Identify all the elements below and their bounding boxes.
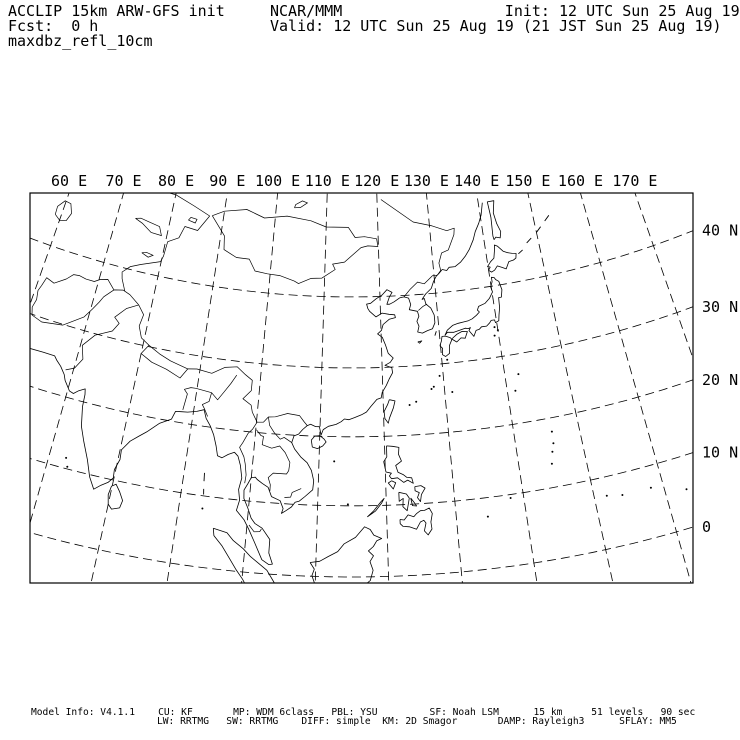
lon-axis-label: 170 E xyxy=(612,172,658,190)
lat-axis-label: 30 N xyxy=(702,297,739,316)
lon-axis-label: 90 E xyxy=(209,172,246,190)
lon-axis-label: 110 E xyxy=(304,172,350,190)
island-dot xyxy=(433,386,435,388)
lon-axis-label: 60 E xyxy=(51,172,88,190)
small-island-segment xyxy=(518,250,522,254)
coastline-path xyxy=(445,277,502,336)
coastline-path xyxy=(311,436,326,449)
meridian-line xyxy=(314,171,328,637)
small-island-segment xyxy=(537,227,541,233)
axis-labels xyxy=(51,172,738,536)
island-dot xyxy=(552,442,554,444)
island-dot xyxy=(451,391,453,393)
meridian-line xyxy=(86,153,185,608)
lon-axis-label: 80 E xyxy=(158,172,195,190)
island-dot xyxy=(415,401,417,403)
island-dot xyxy=(439,375,441,377)
island-dot xyxy=(551,451,553,453)
island-dot xyxy=(494,335,496,337)
country-border-path xyxy=(284,489,301,498)
island-dot xyxy=(517,373,519,375)
coastline-path xyxy=(367,498,384,517)
map-frame xyxy=(30,193,693,583)
valid-time: Valid: 12 UTC Sun 25 Aug 19 (21 JST Sun 25 Aug 19) xyxy=(270,17,722,35)
lake-outline-path xyxy=(142,252,153,257)
lat-axis-label: 20 N xyxy=(702,370,739,389)
small-island-segment xyxy=(527,238,532,243)
coastline-and-border-lines xyxy=(17,167,688,617)
field-name: maxdbz_refl_10cm xyxy=(8,32,153,50)
country-border-path xyxy=(212,375,237,400)
coastline-path xyxy=(310,527,382,604)
island-dot xyxy=(409,404,411,406)
lon-axis-label: 120 E xyxy=(354,172,400,190)
island-dot xyxy=(201,508,203,510)
coastline-path xyxy=(400,508,432,535)
model-info-line1: Model Info: V4.1.1 CU: KF MP: WDM 6class PBL: YSU SF: Noah LSM 15 km 51 levels 90 sec xyxy=(31,707,696,718)
island-dot xyxy=(510,497,512,499)
country-border-path xyxy=(418,304,427,310)
country-border-path xyxy=(139,305,308,426)
coastline-path xyxy=(487,201,500,240)
island-dot xyxy=(650,487,652,489)
island-dot xyxy=(551,431,553,433)
parallel-line xyxy=(0,344,740,437)
coastline-path xyxy=(488,245,517,272)
island-dot xyxy=(446,359,448,361)
coastline-path xyxy=(399,492,410,510)
island-dot xyxy=(497,329,499,331)
lon-axis-label: 150 E xyxy=(505,172,551,190)
model-info-line2: LW: RRTMG SW: RRTMG DIFF: simple KM: 2D Smagor DAMP: Rayleigh3 SFLAY: MM5 xyxy=(157,716,677,727)
lat-axis-label: 40 N xyxy=(702,221,739,240)
coastline-path xyxy=(384,400,395,424)
country-border-path xyxy=(32,286,42,315)
island-dot xyxy=(431,388,433,390)
country-border-path xyxy=(381,200,454,276)
lat-axis-label: 0 xyxy=(702,518,712,537)
meridian-line xyxy=(424,168,467,632)
island-dot xyxy=(606,495,608,497)
island-dot xyxy=(686,488,688,490)
graticule-grid-lines xyxy=(0,127,740,636)
island-dot xyxy=(333,460,335,462)
lon-axis-label: 100 E xyxy=(255,172,301,190)
country-border-path xyxy=(249,525,261,532)
parallel-line xyxy=(0,217,726,297)
lon-axis-label: 130 E xyxy=(403,172,449,190)
coastline-path xyxy=(108,484,122,509)
coastline-path xyxy=(415,486,425,502)
coastline-path xyxy=(418,341,422,343)
lat-axis-label: 10 N xyxy=(702,443,739,462)
lon-axis-label: 160 E xyxy=(557,172,604,190)
island-dot xyxy=(551,463,553,465)
lon-axis-label: 140 E xyxy=(454,172,500,190)
coastline-path xyxy=(440,336,452,356)
island-dot xyxy=(514,390,516,392)
meridian-line xyxy=(566,142,693,590)
coastline-path xyxy=(452,331,468,342)
small-island-segment xyxy=(435,331,436,335)
meridian-line xyxy=(519,153,618,608)
forecast-hour: Fcst: 0 h xyxy=(8,17,99,35)
small-island-segment xyxy=(204,473,205,481)
island-dot xyxy=(347,503,349,505)
title-product: ACCLIP 15km ARW-GFS init xyxy=(8,2,225,20)
coastline-path xyxy=(384,446,414,483)
country-border-path xyxy=(212,210,378,284)
parallel-line xyxy=(0,281,740,368)
lake-outline-path xyxy=(295,201,308,208)
island-dot xyxy=(66,466,68,468)
country-border-path xyxy=(268,417,291,443)
small-island-segment xyxy=(545,215,549,221)
meridian-line xyxy=(472,162,543,622)
lake-outline-path xyxy=(55,201,71,221)
lake-outline-path xyxy=(188,217,197,223)
island-dot xyxy=(621,494,623,496)
meridian-line xyxy=(237,168,280,632)
island-dot xyxy=(65,457,67,459)
island-dot xyxy=(487,516,489,518)
island-dot xyxy=(494,326,496,328)
lake-outline-path xyxy=(136,218,162,235)
org-and-init-time: NCAR/MMM Init: 12 UTC Sun 25 Aug 19 xyxy=(270,2,740,20)
country-border-path xyxy=(256,430,290,491)
lon-axis-label: 70 E xyxy=(105,172,142,190)
coastline-path xyxy=(388,481,395,489)
country-border-path xyxy=(122,216,210,291)
country-border-path xyxy=(42,275,114,290)
coastline-path xyxy=(411,498,417,506)
